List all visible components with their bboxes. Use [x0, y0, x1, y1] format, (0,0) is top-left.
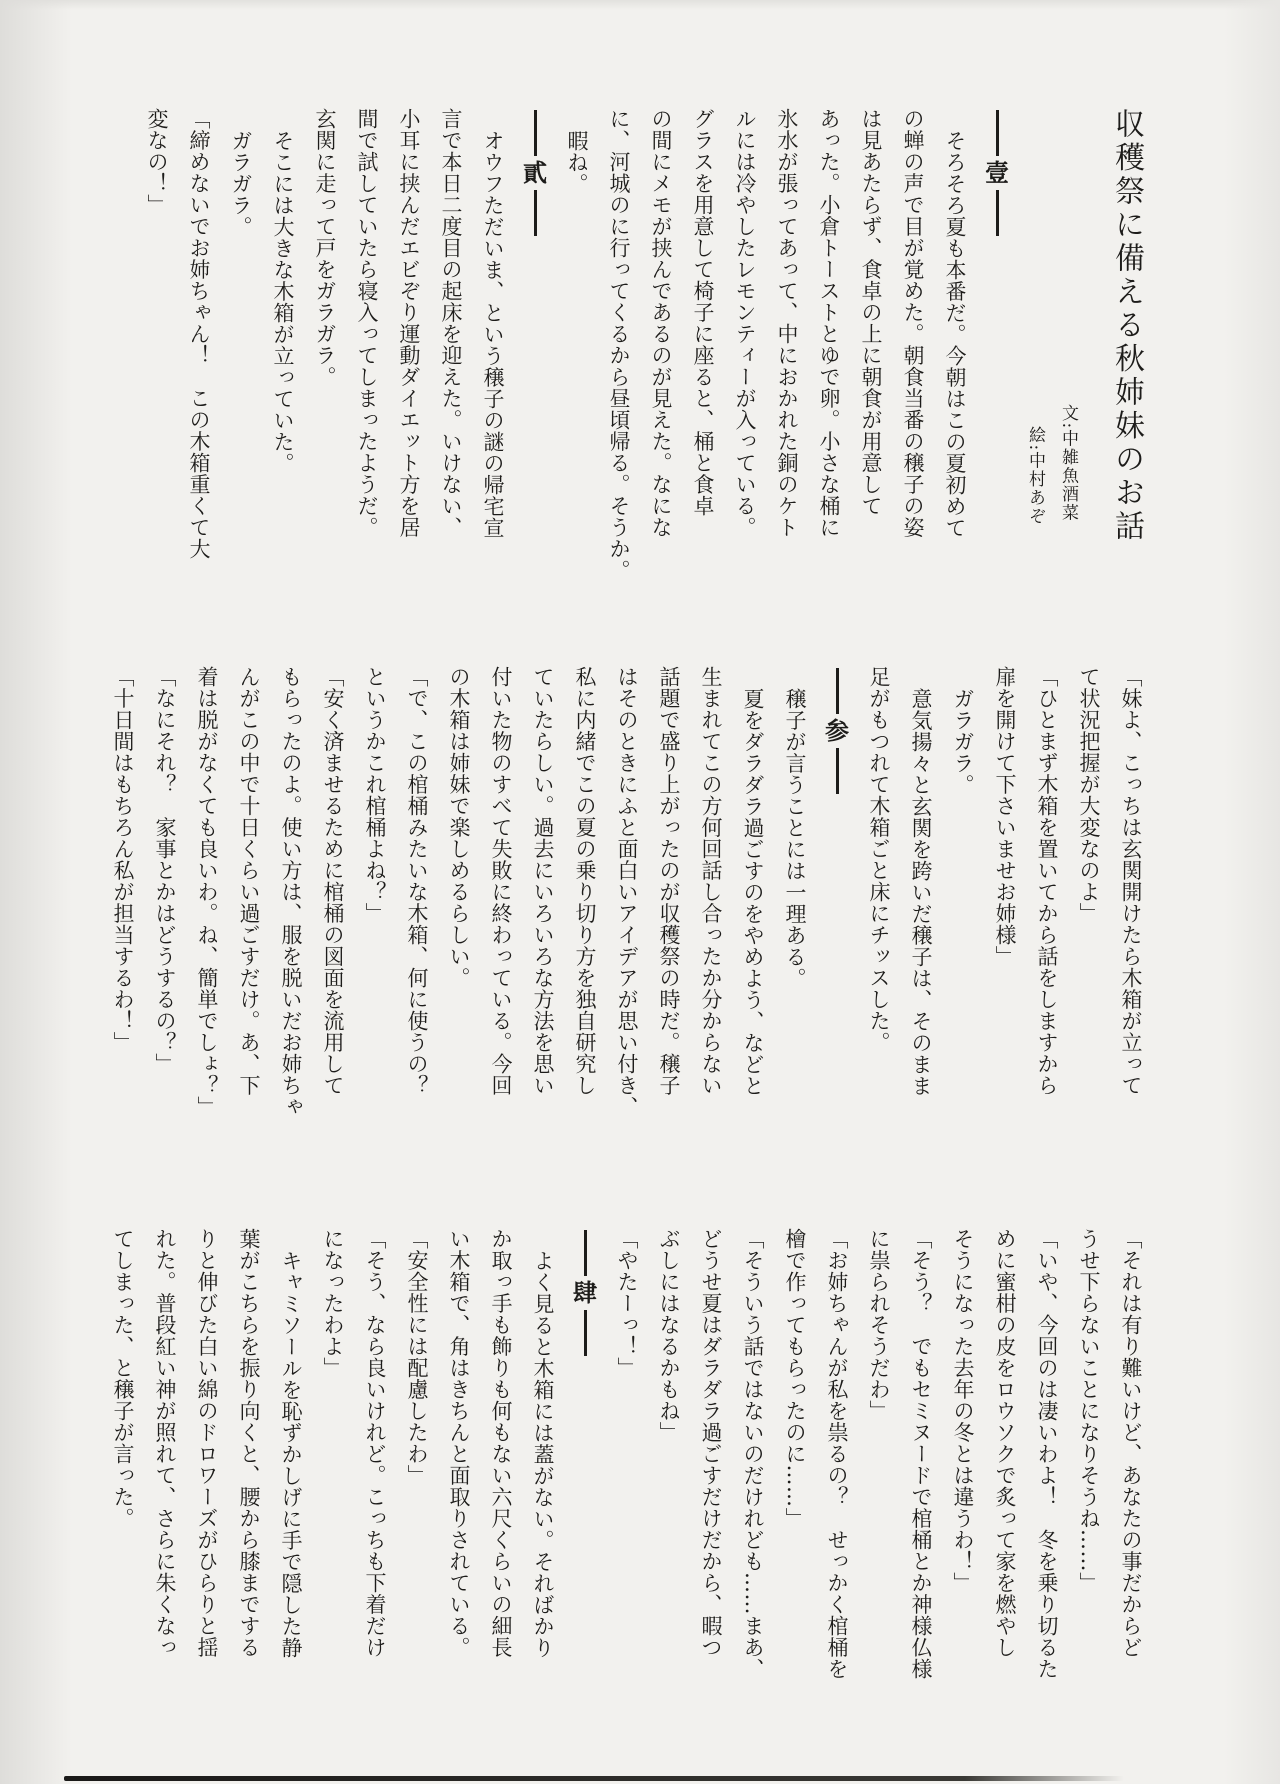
text-column: 「やたーっ！」	[615, 1228, 639, 1379]
text-column: 話題で盛り上がったのが収穫祭の時だ。穣子	[657, 666, 681, 1096]
text-column: うせ下らないことになりそうね……」	[1077, 1228, 1101, 1594]
text-column: というかこれ棺桶よね？」	[363, 666, 387, 924]
text-column: よく見ると木箱には蓋がない。そればかり	[531, 1250, 555, 1659]
text-column: 「それは有り難いけど、あなたの事だからど	[1119, 1228, 1143, 1658]
text-column: 穣子が言うことには一理ある。	[783, 688, 807, 989]
text-column: キャミソールを恥ずかしげに手で隠した静	[279, 1250, 303, 1659]
text-column: そこには大きな木箱が立っていた。	[271, 130, 295, 474]
section-number: 壹	[985, 158, 1009, 187]
section-header-貳	[514, 108, 556, 236]
text-column: 「締めないでお姉ちゃん！ この木箱重くて大	[187, 108, 211, 560]
text-column: グラスを用意して椅子に座ると、桶と食卓	[691, 108, 715, 517]
text-column: ガラガラ。	[229, 130, 253, 238]
text-column: オウフただいま、という穣子の謎の帰宅宣	[481, 130, 505, 539]
text-column: 「なにそれ？ 家事とかはどうするの？」	[153, 666, 177, 1075]
text-column: の木箱は姉妹で楽しめるらしい。	[447, 666, 471, 989]
text-column: 言で本日二度目の起床を迎えた。いけない、	[439, 108, 463, 538]
text-column: になったわよ」	[321, 1228, 345, 1379]
text-column: 「そういう話ではないのだけれども……まあ、	[741, 1228, 765, 1680]
text-column: 「十日間はもちろん私が担当するわ！」	[111, 666, 135, 1053]
text-column: の間にメモが挟んであるのが見えた。なにな	[649, 108, 673, 538]
scan-shadow-right	[1224, 0, 1280, 1784]
artist-credit: 絵:中村あぞ	[1025, 426, 1045, 526]
text-column: ルには冷やしたレモンティーが入っている。	[733, 108, 757, 538]
header-rule	[996, 190, 999, 236]
author-credit: 文:中雑魚酒菜	[1058, 404, 1078, 523]
text-column: 私に内緒でこの夏の乗り切り方を独自研究し	[573, 666, 597, 1096]
text-column: 生まれてこの方何回話し合ったか分からない	[699, 666, 723, 1096]
text-column: れた。普段紅い神が照れて、さらに朱くなっ	[153, 1228, 177, 1658]
text-column: 「お姉ちゃんが私を祟るの？ せっかく棺桶を	[825, 1228, 849, 1680]
header-rule	[836, 748, 839, 794]
text-column: そろそろ夏も本番だ。今朝はこの夏初めて	[943, 130, 967, 539]
text-column: てしまった、と穣子が言った。	[111, 1228, 135, 1529]
text-column: そうになった去年の冬とは違うわ！」	[951, 1228, 975, 1594]
section-number: 肆	[573, 1278, 597, 1307]
text-column: 変なの！」	[145, 108, 169, 216]
header-rule	[996, 110, 999, 156]
text-column: ていたらしい。過去にいろいろな方法を思い	[531, 666, 555, 1096]
text-column: 「そう、なら良いけれど。こっちも下着だけ	[363, 1228, 387, 1658]
text-column: 「ひとまず木箱を置いてから話をしますから	[1035, 666, 1059, 1096]
text-column: 氷水が張ってあって、中におかれた銅のケト	[775, 108, 799, 538]
text-column: ぶしにはなるかもね」	[657, 1228, 681, 1443]
header-rule	[584, 1310, 587, 1356]
text-column: 扉を開けて下さいませお姉様」	[993, 666, 1017, 967]
header-rule	[534, 110, 537, 156]
text-column: 着は脱がなくても良いわ。ね、簡単でしょ？」	[195, 666, 219, 1118]
text-column: に、河城のに行ってくるから昼頃帰る。そうか。	[607, 108, 631, 581]
text-column: 「そう？ でもセミヌードで棺桶とか神様仏様	[909, 1228, 933, 1680]
text-column: 玄関に走って戸をガラガラ。	[313, 108, 337, 388]
section-number: 貳	[523, 158, 547, 187]
text-column: りと伸びた白い綿のドロワーズがひらりと揺	[195, 1228, 219, 1658]
scan-edge-artifact	[64, 1776, 1124, 1781]
text-column: は見あたらず、食卓の上に朝食が用意して	[859, 108, 883, 517]
text-column: 足がもつれて木箱ごと床にチッスした。	[867, 666, 891, 1053]
band-section-1	[136, 108, 1152, 590]
story-title: 収穫祭に備える秋姉妹のお話	[1109, 108, 1144, 544]
text-column: 暇ね。	[565, 130, 589, 195]
scan-shadow-top	[0, 0, 1280, 10]
header-rule	[836, 668, 839, 714]
text-column: 夏をダラダラ過ごすのをやめよう、などと	[741, 688, 765, 1097]
text-column: 「いや、今回のは凄いわよ！ 冬を乗り切るた	[1035, 1228, 1059, 1680]
text-column: 意気揚々と玄関を跨いだ穣子は、そのまま	[909, 688, 933, 1097]
section-header-肆	[564, 1228, 606, 1356]
scan-shadow-left	[0, 0, 72, 1784]
text-column: 「安全性には配慮したわ」	[405, 1228, 429, 1486]
text-column: 檜で作ってもらったのに……」	[783, 1228, 807, 1529]
text-column: 小耳に挟んだエビぞり運動ダイエット方を居	[397, 108, 421, 538]
text-column: どうせ夏はダラダラ過ごすだけだから、暇つ	[699, 1228, 723, 1658]
text-column: んがこの中で十日くらい過ごすだけ。あ、下	[237, 666, 261, 1096]
text-column: 「安く済ませるために棺桶の図面を流用して	[321, 666, 345, 1096]
header-rule	[584, 1230, 587, 1276]
section-header-参	[816, 666, 858, 794]
text-column: 葉がこちらを振り向くと、腰から膝までする	[237, 1228, 261, 1658]
text-column: もらったのよ。使い方は、服を脱いだお姉ちゃ	[279, 666, 303, 1118]
text-column: い木箱で、角はきちんと面取りされている。	[447, 1228, 471, 1658]
section-number: 参	[825, 716, 849, 745]
text-column: あった。小倉トーストとゆで卵。小さな桶に	[817, 108, 841, 538]
text-column: 間で試していたら寝入ってしまったようだ。	[355, 108, 379, 538]
text-column: の蝉の声で目が覚めた。朝食当番の穣子の姿	[901, 108, 925, 538]
text-column: 「妹よ、こっちは玄関開けたら木箱が立って	[1119, 666, 1143, 1096]
text-column: て状況把握が大変なのよ」	[1077, 666, 1101, 924]
text-column: めに蜜柑の皮をロウソクで炙って家を燃やし	[993, 1228, 1017, 1658]
text-column: に祟られそうだわ」	[867, 1228, 891, 1422]
text-column: 付いた物のすべて失敗に終わっている。今回	[489, 666, 513, 1096]
text-column: 「で、この棺桶みたいな木箱、何に使うの？	[405, 666, 429, 1096]
band-section-3	[102, 1228, 1152, 1710]
text-column: はそのときにふと面白いアイデアが思い付き、	[615, 666, 639, 1118]
band-section-2	[102, 666, 1152, 1148]
section-header-壹	[976, 108, 1018, 236]
header-rule	[534, 190, 537, 236]
text-column: か取っ手も飾りも何もない六尺くらいの細長	[489, 1228, 513, 1658]
text-column: ガラガラ。	[951, 688, 975, 796]
